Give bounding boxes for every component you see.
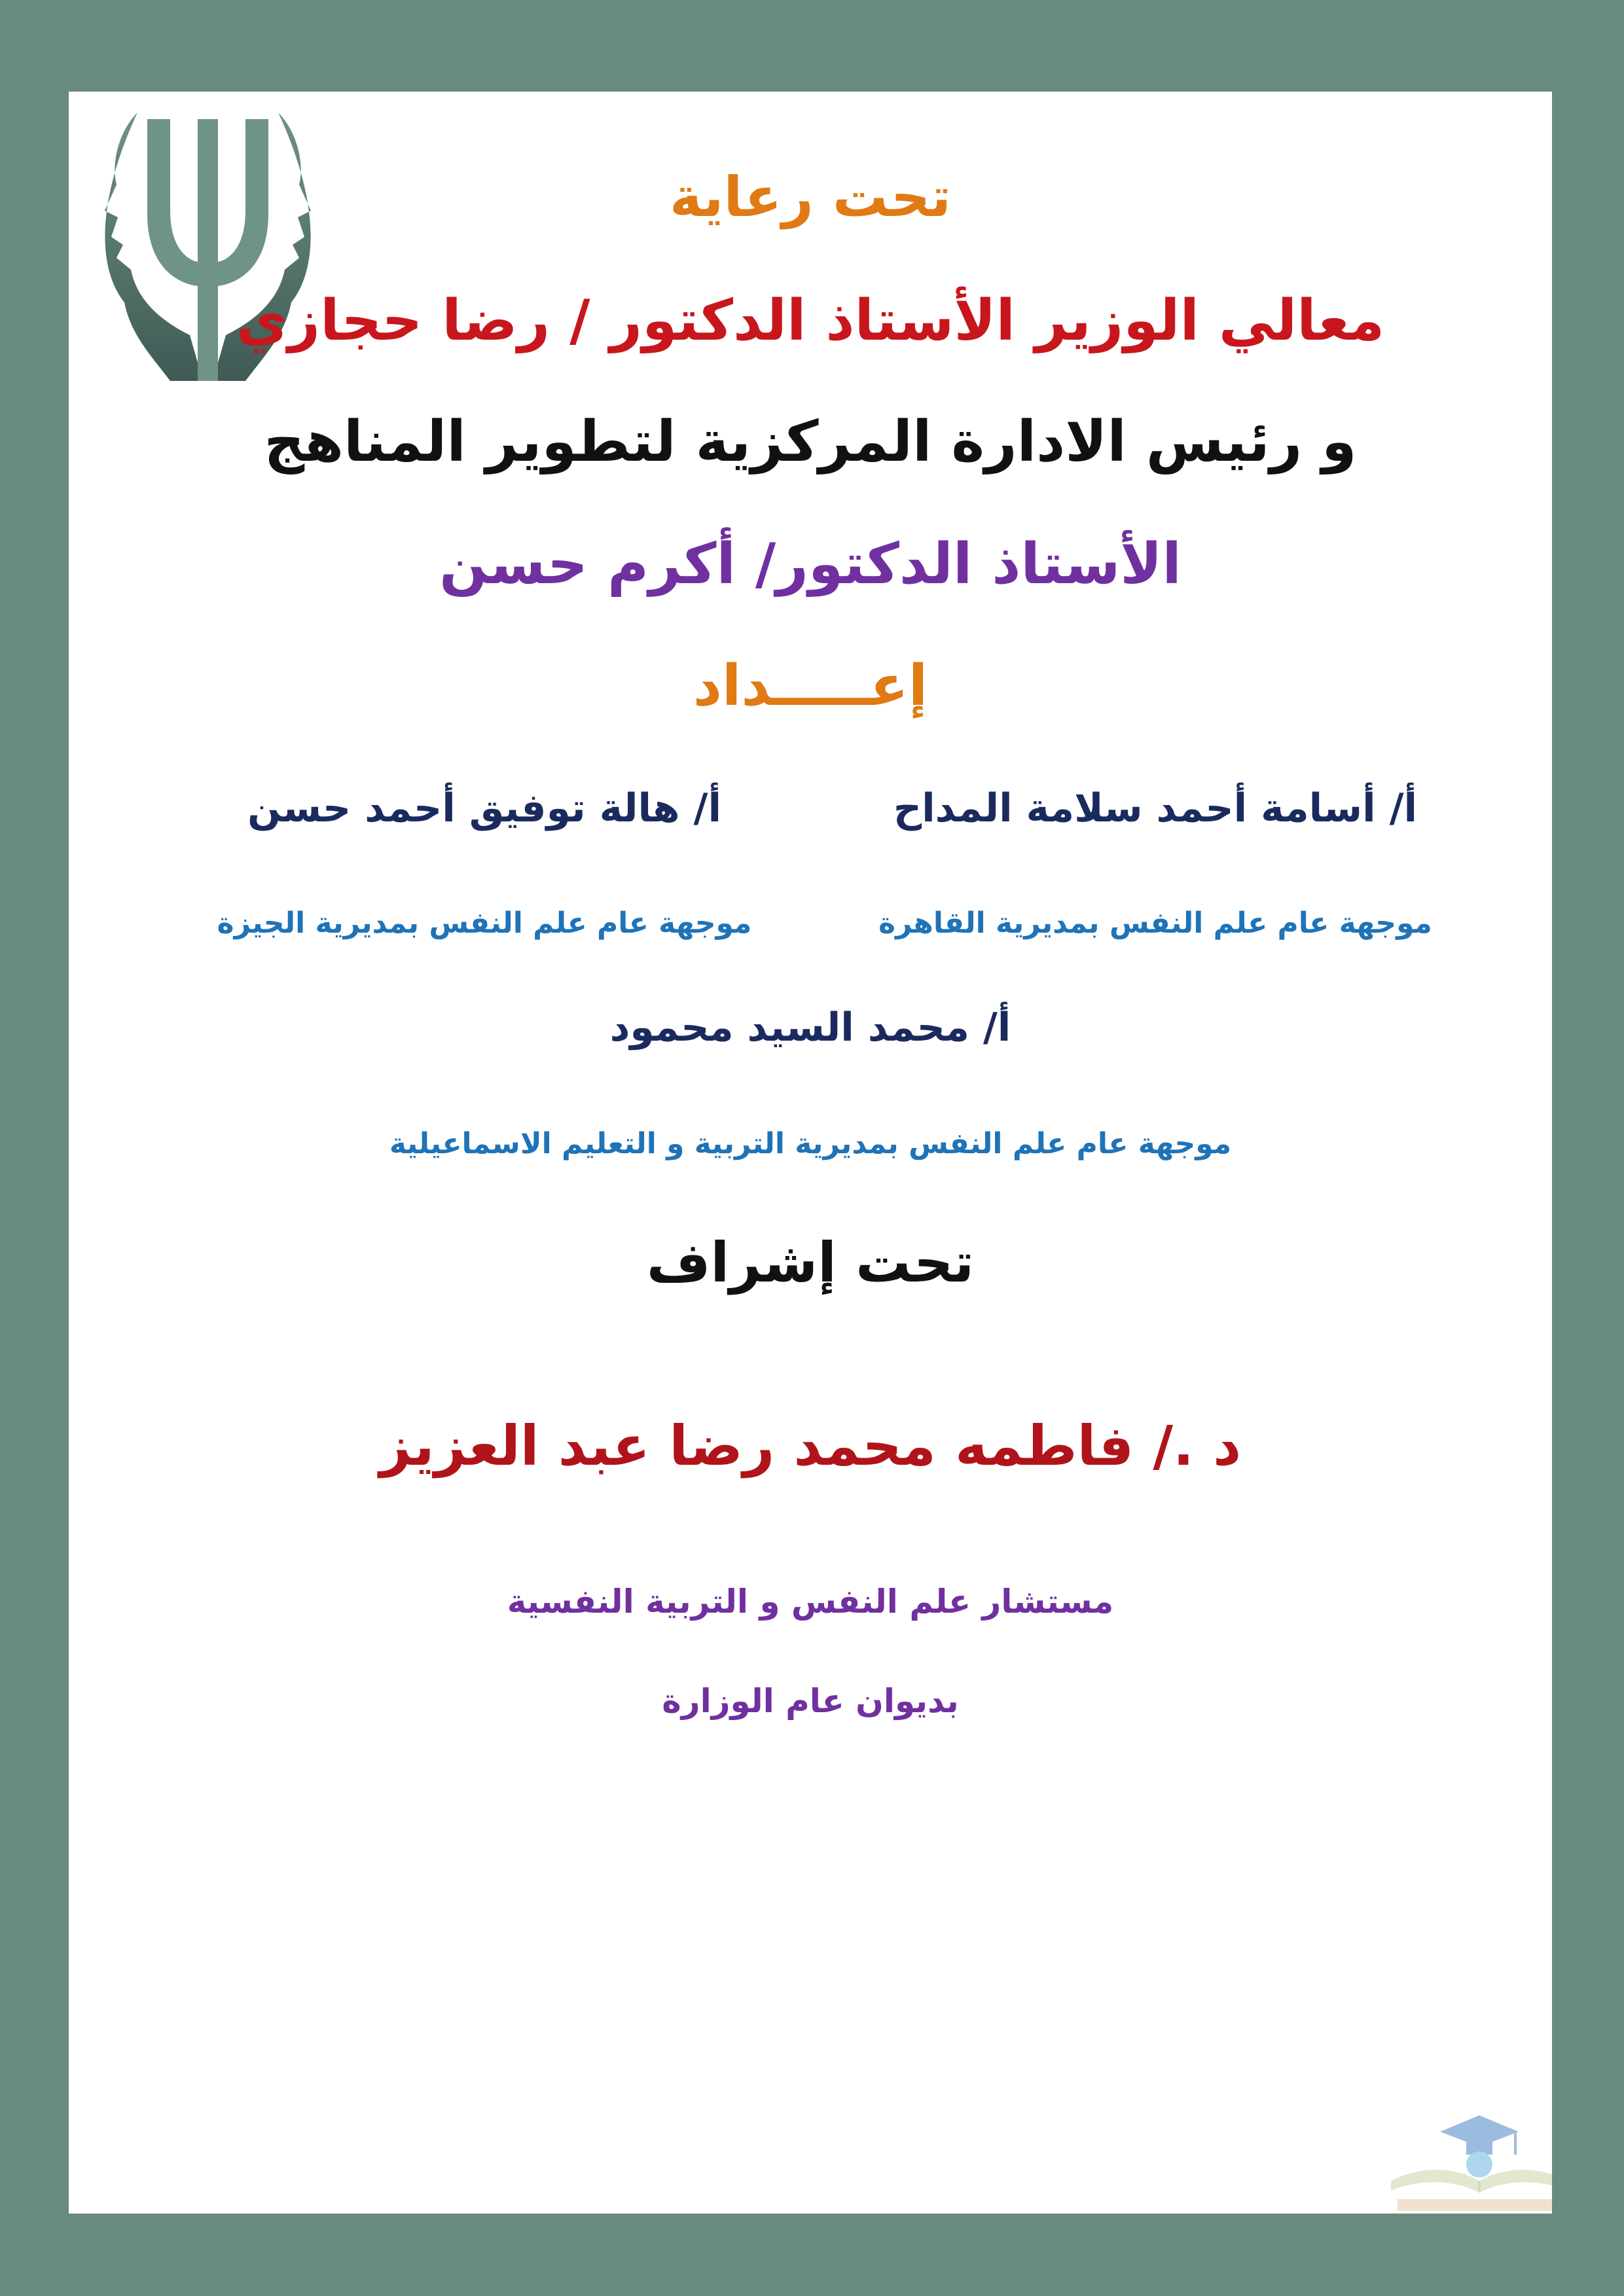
curriculum-head-role: و رئيس الادارة المركزية لتطوير المناهج [264,409,1357,475]
minister-name: معالي الوزير الأستاذ الدكتور / رضا حجازي [236,288,1385,353]
supervision-heading: تحت إشراف [646,1230,975,1295]
preparation-heading: إعـــــداد [693,653,928,719]
patronage-heading: تحت رعاية [669,165,951,229]
author-role: موجهة عام علم النفس بمديرية الجيزة [217,906,752,940]
document-page [69,92,1552,2214]
curriculum-head-name: الأستاذ الدكتور/ أكرم حسن [439,531,1182,597]
supervisor-office: بديوان عام الوزارة [662,1682,959,1720]
author-role: موجهة عام علم النفس بمديرية التربية و التعليم الاسماعيلية [389,1127,1232,1160]
author-name: أ/ هالة توفيق أحمد حسن [247,785,722,831]
graduation-book-watermark [1384,2109,1552,2214]
author-name: أ/ محمد السيد محمود [609,1005,1011,1050]
supervisor-role: مستشار علم النفس و التربية النفسية [507,1583,1114,1621]
author-name: أ/ أسامة أحمد سلامة المداح [893,785,1418,831]
author-role: موجهة عام علم النفس بمديرية القاهرة [878,906,1432,940]
supervisor-name: د ./ فاطمه محمد رضا عبد العزيز [379,1414,1242,1478]
